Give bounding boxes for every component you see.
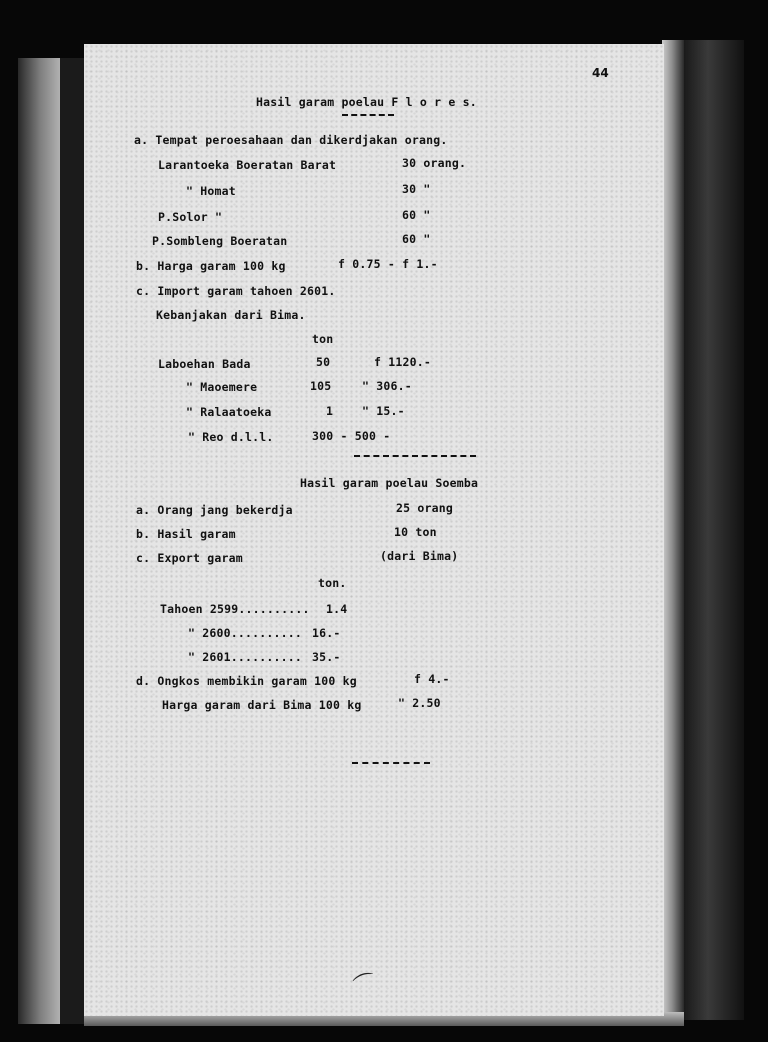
flores-row-label: P.Solor " (158, 210, 223, 224)
flores-row-value: 60 " (402, 232, 431, 246)
soemba-item-a-label: a. Orang jang bekerdja (136, 503, 293, 517)
flores-title-underline (342, 114, 394, 116)
import-row-label: Laboehan Bada (158, 357, 251, 371)
flores-unit-header: ton (312, 332, 334, 346)
export-row-value: 1.4 (326, 602, 348, 616)
import-row-label: " Ralaatoeka (186, 405, 272, 419)
import-row-ton: 50 (316, 355, 331, 369)
handwritten-mark-icon: ⌒ (351, 969, 381, 1001)
flores-item-b-label: b. Harga garam 100 kg (136, 259, 286, 273)
soemba-item-a-value: 25 orang (396, 501, 453, 515)
export-row-label: " 2601.......... (188, 650, 302, 664)
flores-row-label: Larantoeka Boeratan Barat (158, 158, 337, 172)
export-row-value: 16.- (312, 626, 341, 640)
left-binding-shadow (60, 58, 86, 1024)
export-row-label: " 2600.......... (188, 626, 302, 640)
import-row-price: " 306.- (362, 379, 412, 393)
soemba-title: Hasil garam poelau Soemba (300, 476, 479, 490)
end-separator (352, 762, 430, 764)
import-row-price: f 1120.- (374, 355, 431, 369)
import-row-ton: 300 - 500 - (312, 429, 391, 443)
import-row-price: " 15.- (362, 404, 405, 418)
export-row-value: 35.- (312, 650, 341, 664)
soemba-unit-header: ton. (318, 576, 347, 590)
export-row-label: Tahoen 2599.......... (160, 602, 310, 616)
flores-item-b-value: f 0.75 - f 1.- (338, 257, 438, 271)
soemba-item-c-value: (dari Bima) (380, 549, 459, 563)
flores-item-c: c. Import garam tahoen 2601. (136, 284, 336, 298)
import-row-label: " Reo d.l.l. (188, 430, 274, 444)
soemba-item-c-label: c. Export garam (136, 551, 243, 565)
flores-title: Hasil garam poelau F l o r e s. (256, 95, 477, 109)
page-number: 44 (592, 66, 609, 80)
soemba-item-d-label: d. Ongkos membikin garam 100 kg (136, 674, 357, 688)
soemba-item-b-label: b. Hasil garam (136, 527, 236, 541)
soemba-item-d-value: f 4.- (414, 672, 450, 686)
flores-row-label: P.Sombleng Boeratan (152, 234, 288, 248)
flores-row-label: " Homat (186, 184, 236, 198)
soemba-item-b-value: 10 ton (394, 525, 437, 539)
flores-item-c-sub: Kebanjakan dari Bima. (156, 308, 306, 322)
soemba-item-d-sub-label: Harga garam dari Bima 100 kg (162, 698, 362, 712)
flores-row-value: 30 orang. (402, 156, 467, 170)
flores-row-value: 30 " (402, 182, 431, 196)
import-row-label: " Maoemere (186, 380, 258, 394)
flores-item-a: a. Tempat peroesahaan dan dikerdjakan orang. (134, 133, 448, 147)
section-separator (354, 455, 476, 457)
soemba-item-d-sub-value: " 2.50 (398, 696, 441, 710)
import-row-ton: 1 (326, 404, 334, 418)
right-page-edge (662, 40, 684, 1020)
flores-row-value: 60 " (402, 208, 431, 222)
right-binding-shadow (684, 40, 744, 1020)
import-row-ton: 105 (310, 379, 332, 393)
